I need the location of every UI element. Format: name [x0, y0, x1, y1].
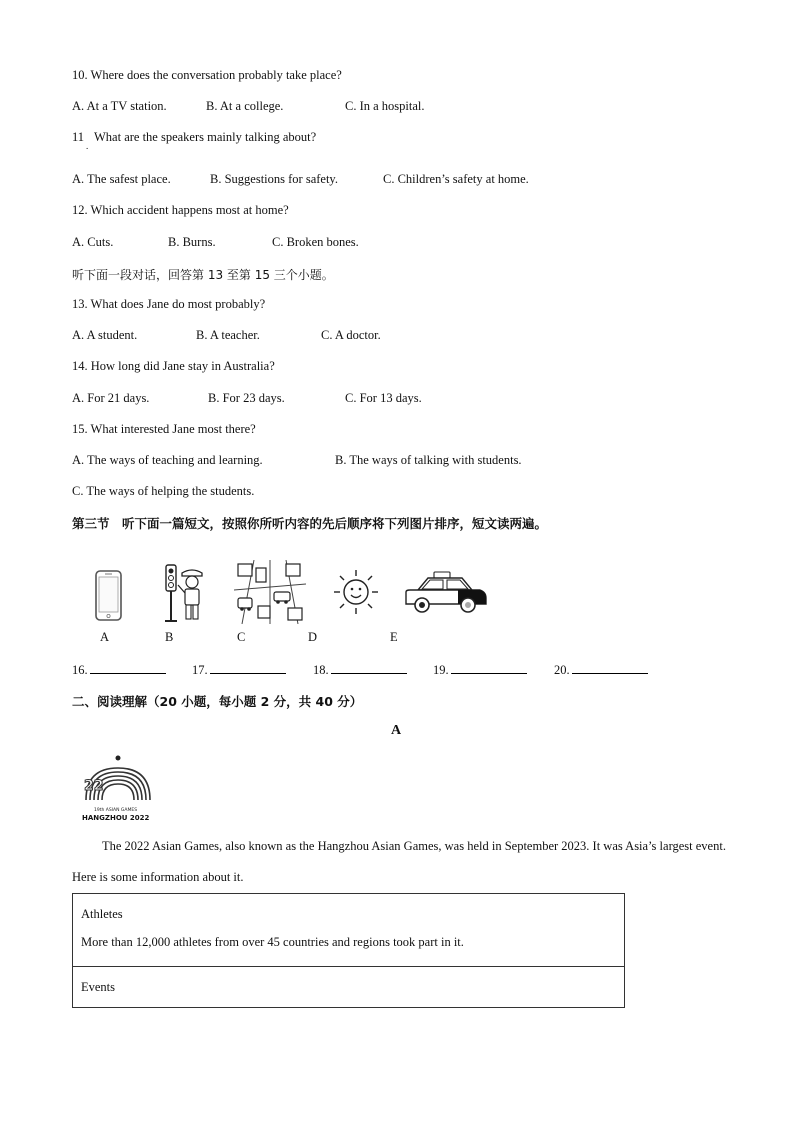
phone-icon: [94, 570, 124, 622]
passage-label: A: [391, 723, 402, 738]
q14-option-a[interactable]: A. For 21 days.: [72, 391, 150, 405]
q12-option-b[interactable]: B. Burns.: [168, 235, 216, 249]
athletes-text: More than 12,000 athletes from over 45 countries and regions took part in it.: [81, 935, 464, 949]
events-heading: Events: [81, 980, 116, 994]
q10-option-c[interactable]: C. In a hospital.: [345, 99, 425, 113]
q14-question: 14. How long did Jane stay in Australia?: [72, 359, 275, 373]
blank-19[interactable]: [433, 661, 527, 678]
q11-option-c[interactable]: C. Children’s safety at home.: [383, 172, 529, 186]
q15-option-b[interactable]: B. The ways of talking with students.: [335, 453, 522, 467]
info-table: [72, 893, 625, 1008]
q11-option-a[interactable]: A. The safest place.: [72, 172, 171, 186]
q13-option-c[interactable]: C. A doctor.: [321, 328, 381, 342]
picture-label-d: D: [308, 630, 318, 644]
logo-line1: 19th ASIAN GAMES: [94, 808, 138, 813]
q15-question: 15. What interested Jane most there?: [72, 422, 256, 436]
svg-text:22: 22: [84, 778, 104, 794]
q10-option-b[interactable]: B. At a college.: [206, 99, 284, 113]
q10-option-a[interactable]: A. At a TV station.: [72, 99, 167, 113]
athletes-cell: [73, 894, 625, 967]
traffic-police-icon: [160, 563, 208, 623]
street-scene-icon: [234, 560, 306, 624]
sun-icon: [331, 568, 381, 616]
part2-title: 二、阅读理解（20 小题，每小题 2 分，共 40 分）: [72, 694, 363, 709]
q14-option-c[interactable]: C. For 13 days.: [345, 391, 422, 405]
picture-label-e: E: [390, 630, 398, 644]
q11-option-b[interactable]: B. Suggestions for safety.: [210, 172, 338, 186]
q11-number: 11: [72, 130, 85, 144]
blank-20[interactable]: [554, 661, 648, 678]
blank-18-label: 18.: [313, 663, 329, 677]
q14-option-b[interactable]: B. For 23 days.: [208, 391, 285, 405]
picture-label-b: B: [165, 630, 174, 644]
blank-18[interactable]: [313, 661, 407, 678]
events-cell: [73, 967, 625, 1008]
passage-paragraph: The 2022 Asian Games, also known as the Hangzhou Asian Games, was held in September 2023. It was Asia’s largest event. Here is some information about it.: [72, 839, 726, 884]
blank-16-label: 16.: [72, 663, 88, 677]
blank-20-label: 20.: [554, 663, 570, 677]
logo-line2: HANGZHOU 2022: [82, 814, 150, 822]
asian-games-emblem-icon: [78, 752, 158, 806]
q12-question: 12. Which accident happens most at home?: [72, 203, 289, 217]
blank-17-label: 17.: [192, 663, 208, 677]
taxi-icon: [404, 570, 488, 616]
q11-dot: .: [86, 141, 89, 151]
q12-option-c[interactable]: C. Broken bones.: [272, 235, 359, 249]
q13-question: 13. What does Jane do most probably?: [72, 297, 266, 311]
q15-option-c[interactable]: C. The ways of helping the students.: [72, 484, 255, 498]
q13-option-b[interactable]: B. A teacher.: [196, 328, 260, 342]
hangzhou-asian-games-logo: [78, 752, 158, 827]
picture-label-a: A: [100, 630, 110, 644]
section3-title: 第三节 听下面一篇短文，按照你所听内容的先后顺序将下列图片排序，短文读两遍。: [72, 516, 548, 531]
blank-19-label: 19.: [433, 663, 449, 677]
q10-question: 10. Where does the conversation probably take place?: [72, 68, 342, 82]
q11-question: What are the speakers mainly talking about?: [94, 130, 317, 144]
q15-option-a[interactable]: A. The ways of teaching and learning.: [72, 453, 263, 467]
q12-option-a[interactable]: A. Cuts.: [72, 235, 114, 249]
blank-16[interactable]: [72, 661, 166, 678]
athletes-heading: Athletes: [81, 907, 123, 921]
blank-17[interactable]: [192, 661, 286, 678]
instruction-13-15: 听下面一段对话，回答第 13 至第 15 三个小题。: [72, 268, 334, 282]
q13-option-a[interactable]: A. A student.: [72, 328, 138, 342]
picture-label-c: C: [237, 630, 246, 644]
